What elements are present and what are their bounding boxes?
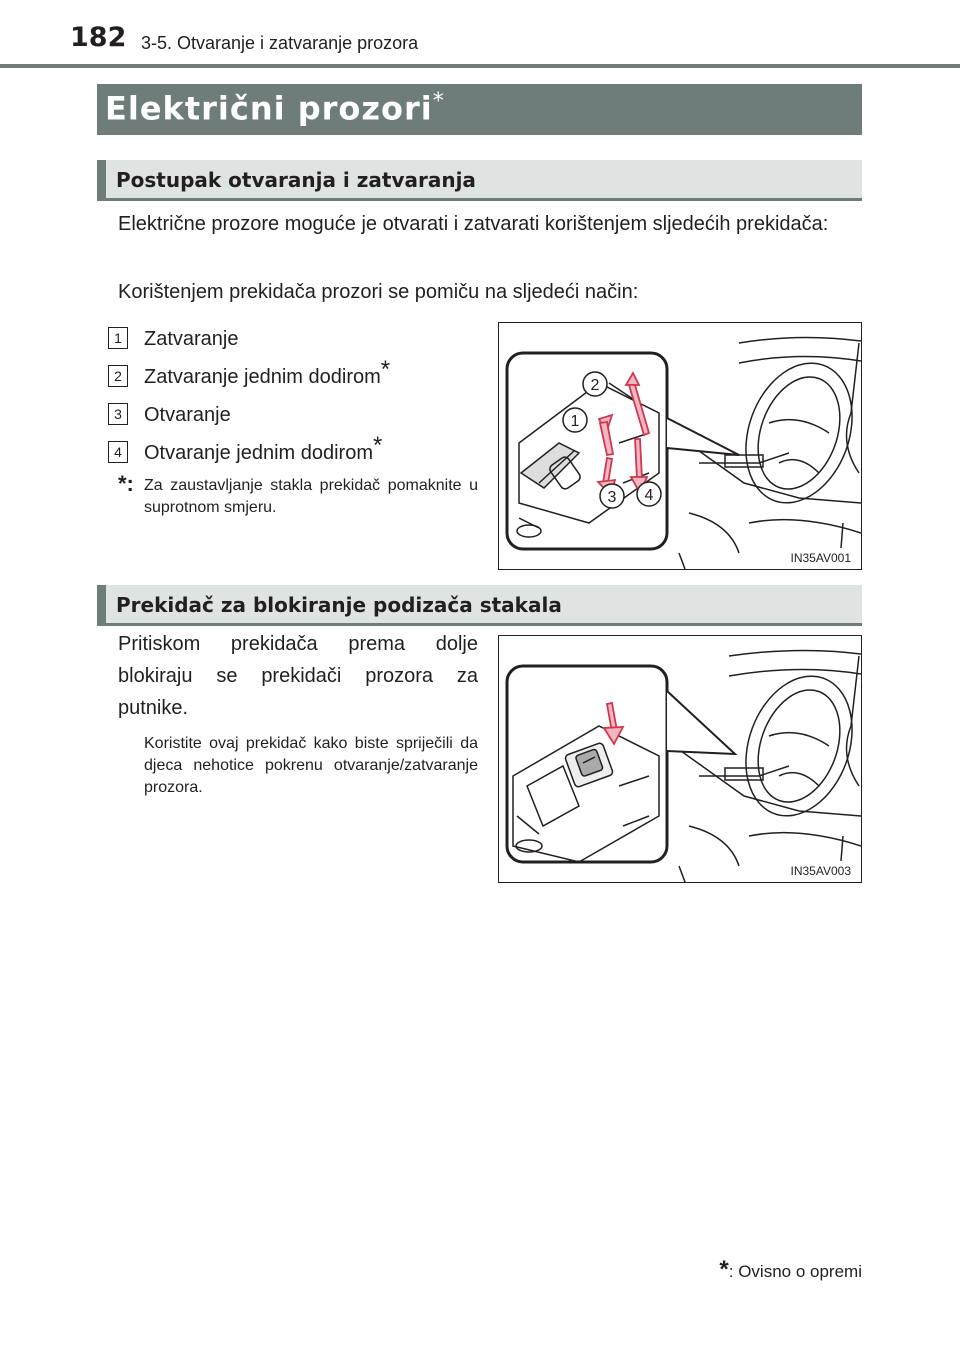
list-item: 4 Otvaranje jednim dodirom*: [108, 432, 382, 465]
section-heading: Postupak otvaranja i zatvaranja: [116, 168, 476, 192]
section-heading-bar: [97, 160, 862, 201]
callout-1-label: 1: [570, 413, 580, 430]
heading-accent: [97, 160, 106, 201]
footnote: [719, 1256, 862, 1284]
page-number: 182: [70, 22, 127, 53]
item-number: 4: [108, 441, 128, 463]
figure-window-switches: [498, 322, 862, 570]
page-title: Električni prozori*: [105, 89, 445, 128]
list-item: 2 Zatvaranje jednim dodirom*: [108, 356, 390, 389]
item-number: 1: [108, 327, 128, 349]
lock-switch-illustration: [499, 636, 861, 882]
header-rule: [0, 64, 960, 68]
item-number: 2: [108, 365, 128, 387]
footnote-marker: *: [719, 1256, 729, 1283]
list-item: 1 Zatvaranje: [108, 318, 239, 351]
heading-accent: [97, 585, 106, 626]
callout-3-label: 3: [607, 489, 617, 506]
chapter-title: 3-5. Otvaranje i zatvaranje prozora: [141, 33, 419, 53]
figure-code: IN35AV003: [790, 864, 851, 878]
section-heading-bar: [97, 585, 862, 626]
callout-4-label: 4: [644, 487, 654, 504]
list-item: 3 Otvaranje: [108, 394, 231, 427]
note-text: Koristite ovaj prekidač kako biste spriječili da djeca nehotice pokrenu otvaranje/zatvaranje prozora.: [144, 735, 478, 796]
section-heading: Prekidač za blokiranje podizača stakala: [116, 593, 562, 617]
callout-2-label: 2: [590, 377, 600, 394]
item-number: 3: [108, 403, 128, 425]
page-title-bar: [97, 84, 862, 135]
window-switch-illustration: [499, 323, 861, 569]
figure-lock-switch: [498, 635, 862, 883]
intro-paragraph: Pritiskom prekidača prema dolje blokiraju se prekidači prozora za putnike.: [118, 633, 478, 719]
note-text: Za zaustavljanje stakla prekidač pomaknite u suprotnom smjeru.: [144, 477, 478, 516]
footnote-text: : Ovisno o opremi: [728, 1262, 862, 1281]
note-marker: *:: [118, 471, 134, 496]
intro-paragraph: Električne prozore moguće je otvarati i zatvarati korištenjem sljedećih prekidača:: [118, 213, 829, 235]
title-asterisk: *: [432, 89, 445, 114]
figure-code: IN35AV001: [790, 551, 851, 565]
lead-paragraph: Korištenjem prekidača prozori se pomiču na sljedeći način:: [118, 281, 639, 303]
